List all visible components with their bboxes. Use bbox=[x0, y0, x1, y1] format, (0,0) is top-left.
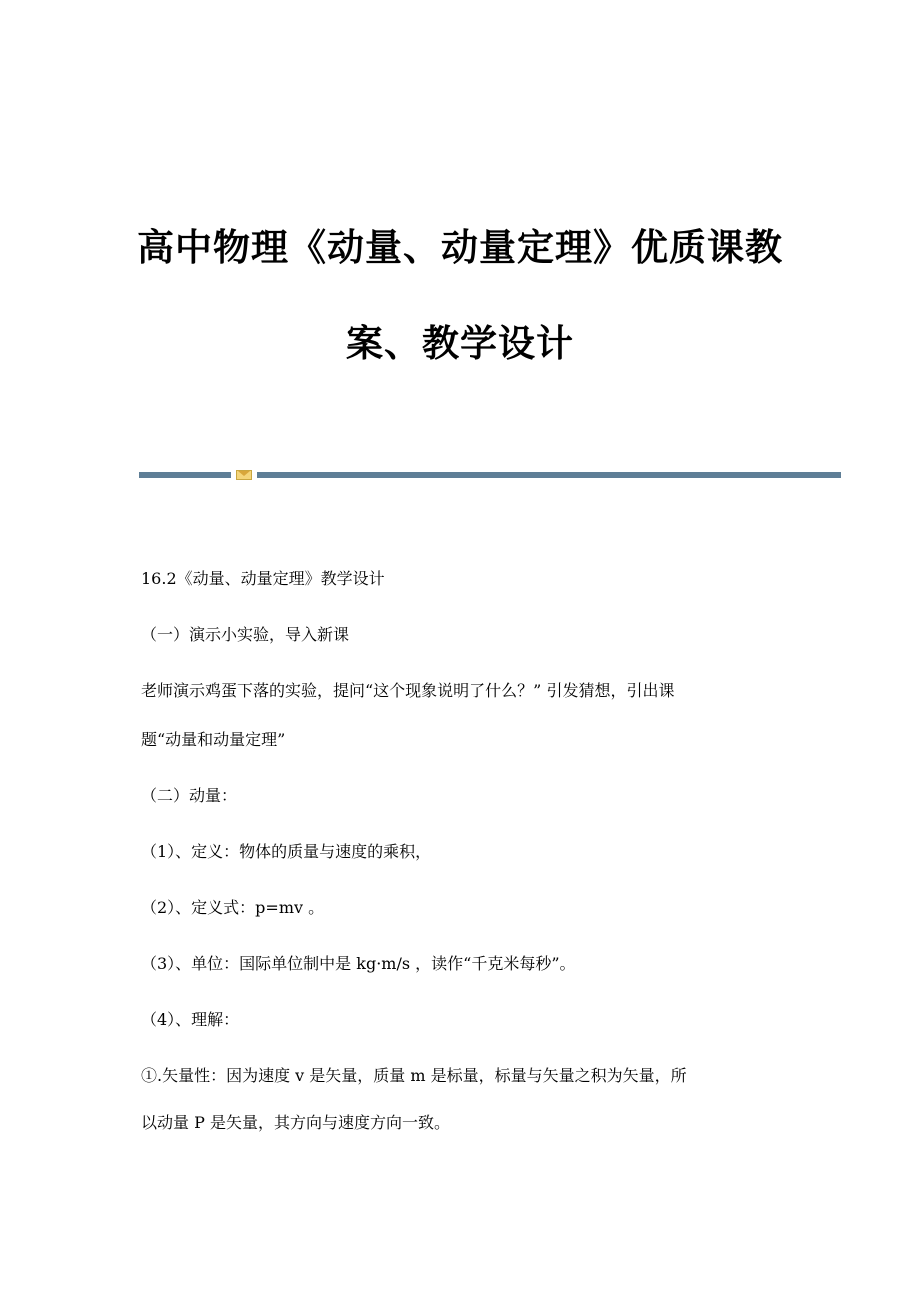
list-item-definition: （1）、定义：物体的质量与速度的乘积， bbox=[141, 842, 432, 861]
section-heading: 16.2《动量、动量定理》教学设计 bbox=[141, 569, 385, 588]
paragraph-line: 老师演示鸡蛋下落的实验，提问“这个现象说明了什么？” 引发猜想，引出课 bbox=[141, 681, 675, 700]
document-title-line-1: 高中物理《动量、动量定理》优质课教 bbox=[137, 226, 783, 269]
paragraph-line: 题“动量和动量定理” bbox=[141, 730, 286, 749]
document-title-line-2: 案、教学设计 bbox=[346, 322, 574, 365]
list-item-formula: （2）、定义式：p=mv 。 bbox=[141, 898, 325, 917]
divider-bar-right bbox=[257, 472, 841, 478]
paragraph-line: ①.矢量性：因为速度 v 是矢量，质量 m 是标量，标量与矢量之积为矢量，所 bbox=[141, 1066, 687, 1085]
paragraph-line: 以动量 P 是矢量，其方向与速度方向一致。 bbox=[141, 1113, 450, 1132]
envelope-icon bbox=[236, 470, 252, 480]
list-item-understanding: （4）、理解： bbox=[141, 1010, 240, 1029]
subsection-heading-momentum: （二）动量： bbox=[141, 786, 238, 805]
divider-bar-left bbox=[139, 472, 231, 478]
list-item-unit: （3）、单位：国际单位制中是 kg·m/s ，读作“千克米每秒”。 bbox=[141, 954, 576, 973]
subsection-heading-intro: （一）演示小实验，导入新课 bbox=[141, 625, 350, 644]
title-divider bbox=[139, 470, 841, 480]
